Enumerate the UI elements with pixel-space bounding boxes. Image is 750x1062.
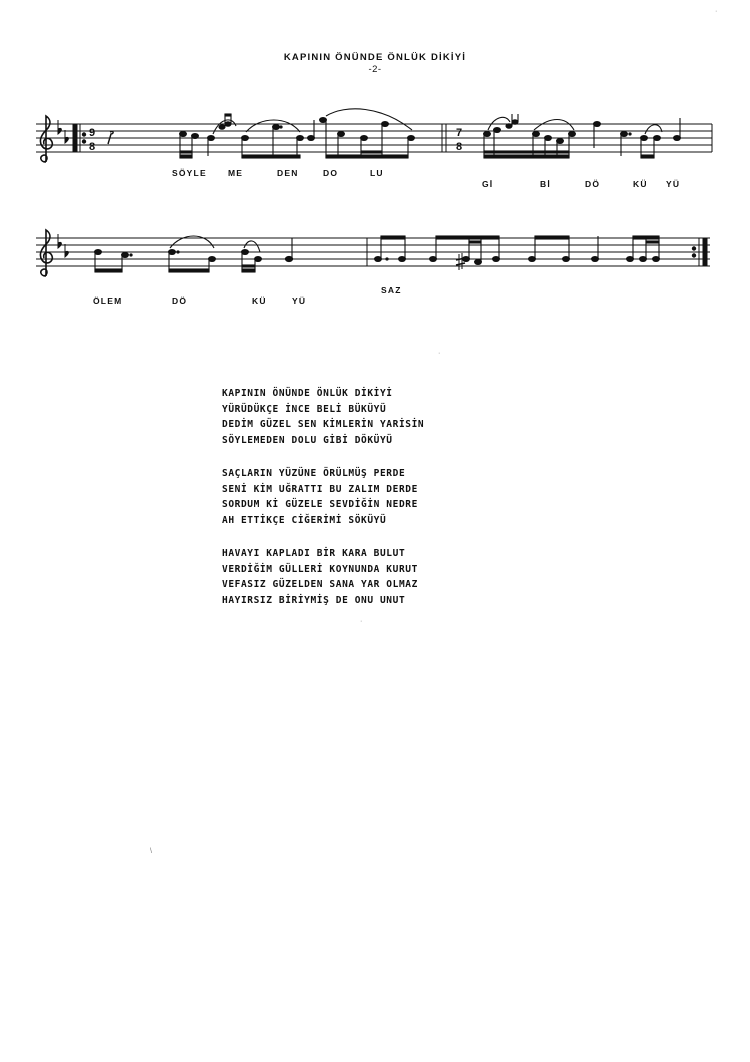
lyric-syllable: SAZ	[381, 285, 402, 295]
time-signature-7-8	[456, 127, 462, 153]
lyric-syllable: DEN	[277, 168, 299, 178]
music-staff-2	[0, 226, 750, 286]
poem-line: SÖYLEMEDEN DOLU GİBİ DÖKÜYÜ	[222, 434, 393, 446]
poem-line: VERDİĞİM GÜLLERİ KOYNUNDA KURUT	[222, 563, 418, 575]
poem-line: SENİ KİM UĞRATTI BU ZALIM DERDE	[222, 483, 418, 495]
poem-line: HAVAYI KAPLADI BİR KARA BULUT	[222, 548, 406, 559]
treble-clef-icon	[40, 230, 52, 276]
svg-text:9: 9	[89, 127, 96, 139]
poem-stanza-2	[222, 466, 424, 528]
song-title: KAPININ ÖNÜNDE ÖNLÜK DİKİYİ	[283, 52, 467, 63]
lyric-syllable: DÖ	[585, 179, 601, 189]
poem-line: SAÇLARIN YÜZÜNE ÖRÜLMÜŞ PERDE	[222, 468, 406, 479]
scan-speck: \	[150, 848, 152, 855]
lyric-syllable: DÖ	[172, 296, 188, 306]
scan-speck: ·	[438, 350, 441, 357]
poem-stanza-1	[222, 386, 424, 448]
lyric-syllable: SÖYLE	[172, 168, 207, 178]
time-signature-9-8	[89, 127, 95, 153]
scan-speck: ·	[360, 618, 363, 625]
lyric-syllable: Bİ	[540, 179, 551, 189]
poem-line: VEFASIZ GÜZELDEN SANA YAR OLMAZ	[222, 579, 418, 590]
lyric-syllable: YÜ	[666, 179, 681, 189]
scan-speck: ·	[715, 8, 718, 15]
music-staff-1	[0, 112, 750, 172]
page-number: -2-	[368, 64, 382, 75]
lyric-syllable: LU	[370, 168, 384, 178]
svg-text:8: 8	[89, 141, 96, 153]
lyric-syllable: KÜ	[633, 179, 648, 189]
lyric-syllable: Gİ	[482, 179, 494, 189]
poem-line: DEDİM GÜZEL SEN KİMLERİN YARİSİN	[222, 419, 425, 430]
poem-line: KAPININ ÖNÜNDE ÖNLÜK DİKİYİ	[222, 388, 393, 399]
svg-text:8: 8	[456, 141, 463, 153]
lyric-syllable: ME	[228, 168, 244, 178]
lyric-syllable: YÜ	[292, 296, 307, 306]
poem-line: AH ETTİKÇE CİĞERİMİ SÖKÜYÜ	[222, 514, 387, 526]
svg-text:7: 7	[456, 127, 463, 139]
poem-stanza-3	[222, 546, 424, 608]
poem-text	[222, 386, 424, 626]
lyric-syllable: DO	[323, 168, 339, 178]
treble-clef-icon	[40, 116, 52, 162]
lyric-syllable: KÜ	[252, 296, 267, 306]
lyric-syllable: ÖLEM	[93, 296, 123, 306]
poem-line: YÜRÜDÜKÇE İNCE BELİ BÜKÜYÜ	[222, 403, 387, 415]
song-title-block	[0, 52, 750, 75]
poem-line: SORDUM Kİ GÜZELE SEVDİĞİN NEDRE	[222, 499, 418, 510]
poem-line: HAYIRSIZ BİRİYMİŞ DE ONU UNUT	[222, 594, 406, 606]
